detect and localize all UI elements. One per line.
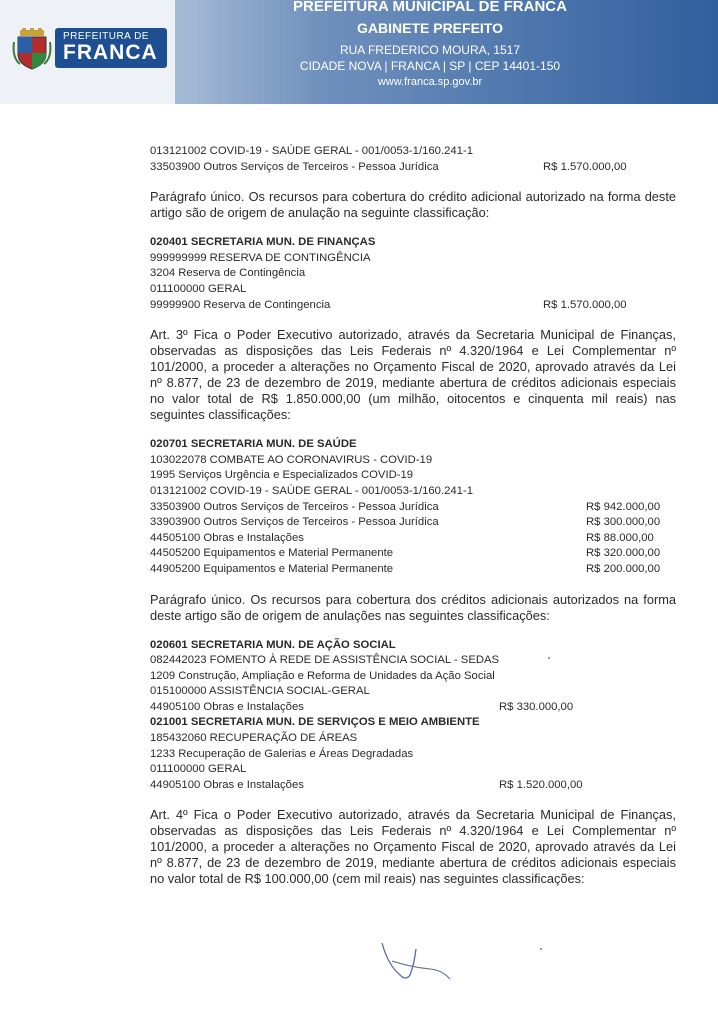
franca-logo xyxy=(55,28,167,68)
document-body xyxy=(150,144,676,901)
budget-item xyxy=(150,562,676,578)
budget-line-label: 33503900 Outros Serviços de Terceiros - Pessoa Jurídica xyxy=(150,160,439,173)
budget-line: 013121002 COVID-19 - SAÚDE GERAL - 001/0053-1/160.241-1 xyxy=(150,484,473,497)
budget-line: 999999999 RESERVA DE CONTINGÊNCIA xyxy=(150,251,371,264)
budget-item xyxy=(150,546,676,562)
budget-line: 015100000 ASSISTÊNCIA SOCIAL-GERAL xyxy=(150,685,370,698)
logo-small-text: PREFEITURA DE xyxy=(63,31,149,42)
header-line-city: CIDADE NOVA | FRANCA | SP | CEP 14401-150 xyxy=(299,59,561,73)
budget-item-label: 44505200 Equipamentos e Material Permanente xyxy=(150,547,394,560)
budget-block-acao-social xyxy=(150,638,676,716)
budget-line: 103022078 COMBATE AO CORONAVIRUS - COVID-19 xyxy=(150,453,433,466)
budget-item xyxy=(150,531,676,547)
paragraph-unico-2: Parágrafo único. Os recursos para cobertura dos créditos adicionais autorizados na forma deste artigo são de origem de anulações nas seguintes classificações: xyxy=(150,591,676,623)
budget-line-with-amount xyxy=(150,778,676,794)
scan-speck xyxy=(540,948,542,950)
budget-block-saude xyxy=(150,437,676,577)
budget-amount: R$ 1.520.000,00 xyxy=(499,778,583,791)
budget-line: 1233 Recuperação de Galerias e Áreas Degradadas xyxy=(150,747,414,760)
budget-line: 082442023 FOMENTO À REDE DE ASSISTÊNCIA SOCIAL - SEDAS xyxy=(150,654,500,667)
secretaria-title: 021001 SECRETARIA MUN. DE SERVIÇOS E MEIO AMBIENTE xyxy=(150,716,480,729)
paragraph-unico-1: Parágrafo único. Os recursos para cobertura do crédito adicional autorizado na forma deste artigo são de origem de anulação na seguinte classificação: xyxy=(150,189,676,221)
secretaria-title: 020601 SECRETARIA MUN. DE AÇÃO SOCIAL xyxy=(150,638,396,651)
budget-line-with-amount xyxy=(150,700,676,716)
article-3: Art. 3º Fica o Poder Executivo autorizado, através da Secretaria Municipal de Finanças, observadas as disposições das Leis Federais nº 4.320/1964 e Lei Complementar nº 101/2000, a proceder a alterações no Orçamento Fiscal de 2020, aprovado através da Lei nº 8.877, de 23 de dezembro de 2019, mediante abertura de créditos adicionais especiais no valor total de R$ 1.850.000,00 (um milhão, oitocentos e cinquenta mil reais) nas seguintes classificações: xyxy=(150,327,676,423)
budget-line: 013121002 COVID-19 - SAÚDE GERAL - 001/0053-1/160.241-1 xyxy=(150,145,473,157)
budget-amount: R$ 330.000,00 xyxy=(499,700,574,713)
budget-line: 011100000 GERAL xyxy=(150,763,247,776)
logo-big-text: FRANCA xyxy=(63,41,158,64)
budget-item-amount: R$ 320.000,00 xyxy=(586,547,661,560)
budget-line-label: 44905100 Obras e Instalações xyxy=(150,700,304,713)
budget-amount: R$ 1.570.000,00 xyxy=(543,160,627,173)
budget-item-amount: R$ 200.000,00 xyxy=(586,562,661,575)
budget-item-amount: R$ 300.000,00 xyxy=(586,516,661,529)
budget-item-amount: R$ 88.000,00 xyxy=(586,531,654,544)
budget-item-label: 44905200 Equipamentos e Material Permanente xyxy=(150,562,394,575)
article-4: Art. 4º Fica o Poder Executivo autorizado, através da Secretaria Municipal de Finanças, observadas as disposições das Leis Federais nº 4.320/1964 e Lei Complementar nº 101/2000, a proceder a alterações no Orçamento Fiscal de 2020, aprovado através da Lei nº 8.877, de 23 de dezembro de 2019, mediante abertura de créditos adicionais especiais no valor total de R$ 100.000,00 (cem mil reais) nas seguintes classificações: xyxy=(150,807,676,887)
budget-line-with-amount xyxy=(150,160,676,176)
header-line-website: www.franca.sp.gov.br xyxy=(377,76,483,88)
header-line-street: RUA FREDERICO MOURA, 1517 xyxy=(339,43,521,57)
scan-speck xyxy=(548,657,550,659)
budget-line-with-amount xyxy=(150,298,676,314)
budget-line: 1995 Serviços Urgência e Especializados COVID-19 xyxy=(150,469,414,482)
budget-line: 1209 Construção, Ampliação e Reforma de Unidades da Ação Social xyxy=(150,669,495,682)
budget-line-label: 44905100 Obras e Instalações xyxy=(150,778,304,791)
budget-block-servicos xyxy=(150,715,676,793)
budget-line-label: 99999900 Reserva de Contingencia xyxy=(150,298,331,311)
budget-block-top xyxy=(150,144,676,175)
budget-amount: R$ 1.570.000,00 xyxy=(543,298,627,311)
coat-of-arms-icon xyxy=(12,28,52,70)
secretaria-title: 020701 SECRETARIA MUN. DE SAÚDE xyxy=(150,438,357,451)
budget-item xyxy=(150,500,676,516)
secretaria-title: 020401 SECRETARIA MUN. DE FINANÇAS xyxy=(150,236,376,249)
budget-line: 011100000 GERAL xyxy=(150,282,247,295)
header-line-prefeitura: PREFEITURA MUNICIPAL DE FRANCA xyxy=(293,0,567,15)
budget-item-label: 33903900 Outros Serviços de Terceiros - Pessoa Jurídica xyxy=(150,516,439,529)
budget-item-label: 33503900 Outros Serviços de Terceiros - Pessoa Jurídica xyxy=(150,500,439,513)
budget-item xyxy=(150,515,676,531)
budget-item-label: 44505100 Obras e Instalações xyxy=(150,531,304,544)
budget-item-amount: R$ 942.000,00 xyxy=(586,500,661,513)
budget-block-financas xyxy=(150,235,676,313)
signature-mark xyxy=(370,935,460,990)
budget-line: 3204 Reserva de Contingência xyxy=(150,267,306,280)
letterhead-address xyxy=(280,0,580,90)
budget-line: 185432060 RECUPERAÇÃO DE ÁREAS xyxy=(150,732,358,745)
header-line-gabinete: GABINETE PREFEITO xyxy=(357,20,503,36)
